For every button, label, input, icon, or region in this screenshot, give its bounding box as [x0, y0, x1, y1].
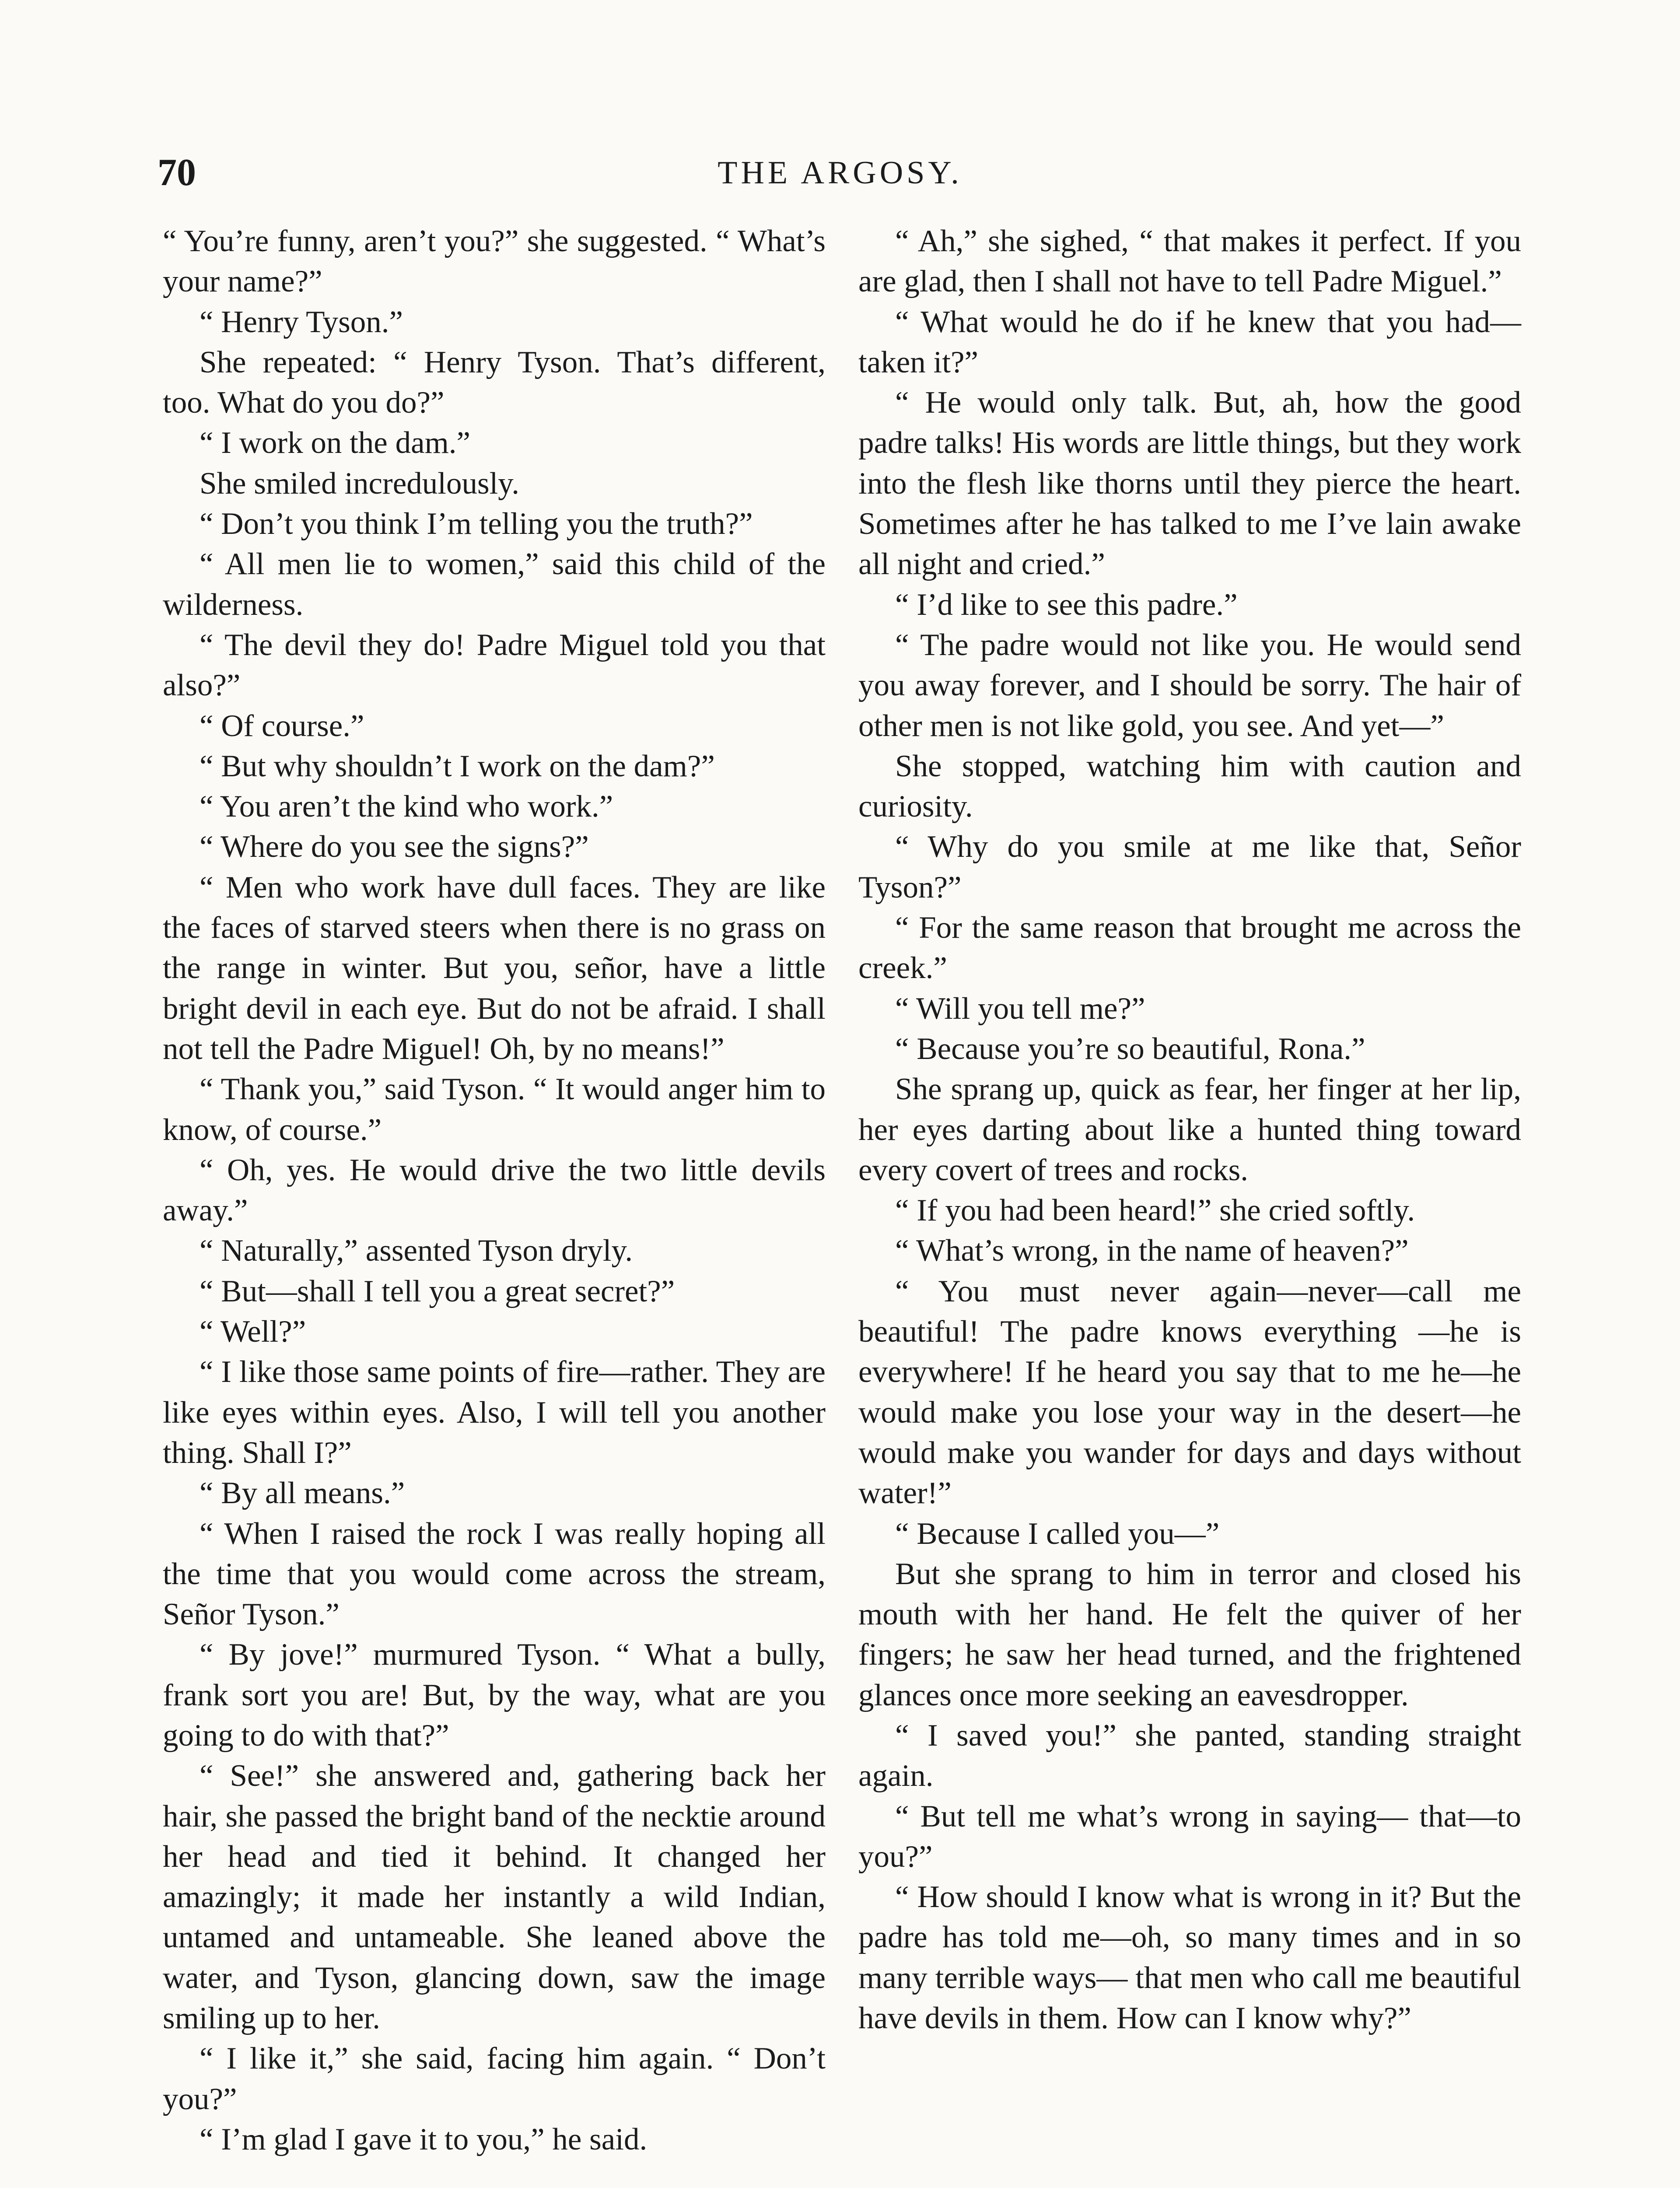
- paragraph: “ How should I know what is wrong in it? But the padre has told me—oh, so many times and in so many terrible ways— that men who call me beautiful have devils in them. How can I know why?”: [858, 1880, 1521, 2036]
- paragraph: She sprang up, quick as fear, her finger at her lip, her eyes darting about like a hunted thing toward every covert of trees and rocks.: [858, 1072, 1521, 1187]
- left-column: [163, 221, 826, 2160]
- paragraph: “ Naturally,” assented Tyson dryly.: [200, 1234, 633, 1268]
- paragraph: “ I work on the dam.”: [200, 426, 471, 460]
- paragraph: “ Oh, yes. He would drive the two little devils away.”: [163, 1153, 826, 1228]
- paragraph: She stopped, watching him with caution and curiosity.: [858, 749, 1521, 824]
- paragraph: She smiled incredulously.: [200, 466, 519, 501]
- paragraph: “ The padre would not like you. He would send you away forever, and I should be sorry. The hair of other men is not like gold, you see. And yet—”: [858, 628, 1521, 743]
- paragraph: “ The devil they do! Padre Miguel told you that also?”: [163, 628, 826, 703]
- paragraph: “ You’re funny, aren’t you?” she suggested. “ What’s your name?”: [163, 224, 826, 299]
- paragraph: “ But why shouldn’t I work on the dam?”: [200, 749, 715, 783]
- paragraph: “ All men lie to women,” said this child of the wilderness.: [163, 547, 826, 622]
- paragraph: “ What’s wrong, in the name of heaven?”: [895, 1234, 1409, 1268]
- paragraph: She repeated: “ Henry Tyson. That’s different, too. What do you do?”: [163, 345, 826, 420]
- page-header: [158, 147, 1522, 199]
- paragraph: “ But—shall I tell you a great secret?”: [200, 1274, 675, 1308]
- paragraph: “ By all means.”: [200, 1476, 405, 1511]
- paragraph: “ Where do you see the signs?”: [200, 830, 589, 864]
- paragraph: “ Because you’re so beautiful, Rona.”: [895, 1031, 1365, 1066]
- paragraph: “ Of course.”: [200, 708, 364, 743]
- paragraph: “ For the same reason that brought me across the creek.”: [858, 911, 1521, 985]
- paragraph: “ Don’t you think I’m telling you the truth?”: [200, 507, 753, 541]
- paragraph: “ See!” she answered and, gathering back her hair, she passed the bright band of the necktie around her head and tied it behind. It changed her amazingly; it made her instantly a wild Indian, untamed and untameable. She leaned above the water, and Tyson, glancing down, saw the image smiling up to her.: [163, 1759, 826, 2036]
- paragraph: “ I like it,” she said, facing him again. “ Don’t you?”: [163, 2041, 826, 2116]
- paragraph: “ What would he do if he knew that you had—taken it?”: [858, 305, 1521, 379]
- page-number: 70: [158, 151, 196, 194]
- right-column: [858, 221, 1521, 2038]
- paragraph: “ I like those same points of fire—rather. They are like eyes within eyes. Also, I will tell you another thing. Shall I?”: [163, 1355, 826, 1470]
- paragraph: “ He would only talk. But, ah, how the good padre talks! His words are little things, but they work into the flesh like thorns until they pierce the heart. Sometimes after he has talked to me I’ve lain awake all night and cried.”: [858, 386, 1521, 582]
- paragraph: “ I’d like to see this padre.”: [895, 587, 1238, 622]
- paragraph: “ By jove!” murmured Tyson. “ What a bully, frank sort you are! But, by the way, what are you going to do with that?”: [163, 1637, 826, 1753]
- running-title: THE ARGOSY.: [718, 155, 962, 191]
- paragraph: “ But tell me what’s wrong in saying— that—to you?”: [858, 1799, 1521, 1874]
- paragraph: “ Ah,” she sighed, “ that makes it perfect. If you are glad, then I shall not have to tell Padre Miguel.”: [858, 224, 1521, 299]
- paragraph: “ Because I called you—”: [895, 1516, 1220, 1551]
- paragraph: “ Henry Tyson.”: [200, 305, 403, 339]
- paragraph: “ Why do you smile at me like that, Señor Tyson?”: [858, 830, 1521, 905]
- paragraph: “ When I raised the rock I was really hoping all the time that you would come across the stream, Señor Tyson.”: [163, 1516, 826, 1632]
- paragraph: But she sprang to him in terror and closed his mouth with her hand. He felt the quiver of her fingers; he saw her head turned, and the frightened glances once more seeking an eavesdropper.: [858, 1557, 1521, 1712]
- paragraph: “ You must never again—never—call me beautiful! The padre knows everything —he is everywhere! If he heard you say that to me he—he would make you lose your way in the desert—he would make you wander for days and days without water!”: [858, 1274, 1521, 1511]
- paragraph: “ Will you tell me?”: [895, 991, 1145, 1026]
- paragraph: “ I’m glad I gave it to you,” he said.: [200, 2122, 648, 2156]
- paragraph: “ If you had been heard!” she cried softly.: [895, 1193, 1415, 1228]
- paragraph: “ Thank you,” said Tyson. “ It would anger him to know, of course.”: [163, 1072, 826, 1147]
- paragraph: “ Men who work have dull faces. They are like the faces of starved steers when there is no grass on the range in winter. But you, señor, have a little bright devil in each eye. But do not be afraid. I shall not tell the Padre Miguel! Oh, by no means!”: [163, 870, 826, 1066]
- paragraph: “ Well?”: [200, 1315, 306, 1349]
- paragraph: “ You aren’t the kind who work.”: [200, 789, 613, 824]
- paragraph: “ I saved you!” she panted, standing straight again.: [858, 1718, 1521, 1793]
